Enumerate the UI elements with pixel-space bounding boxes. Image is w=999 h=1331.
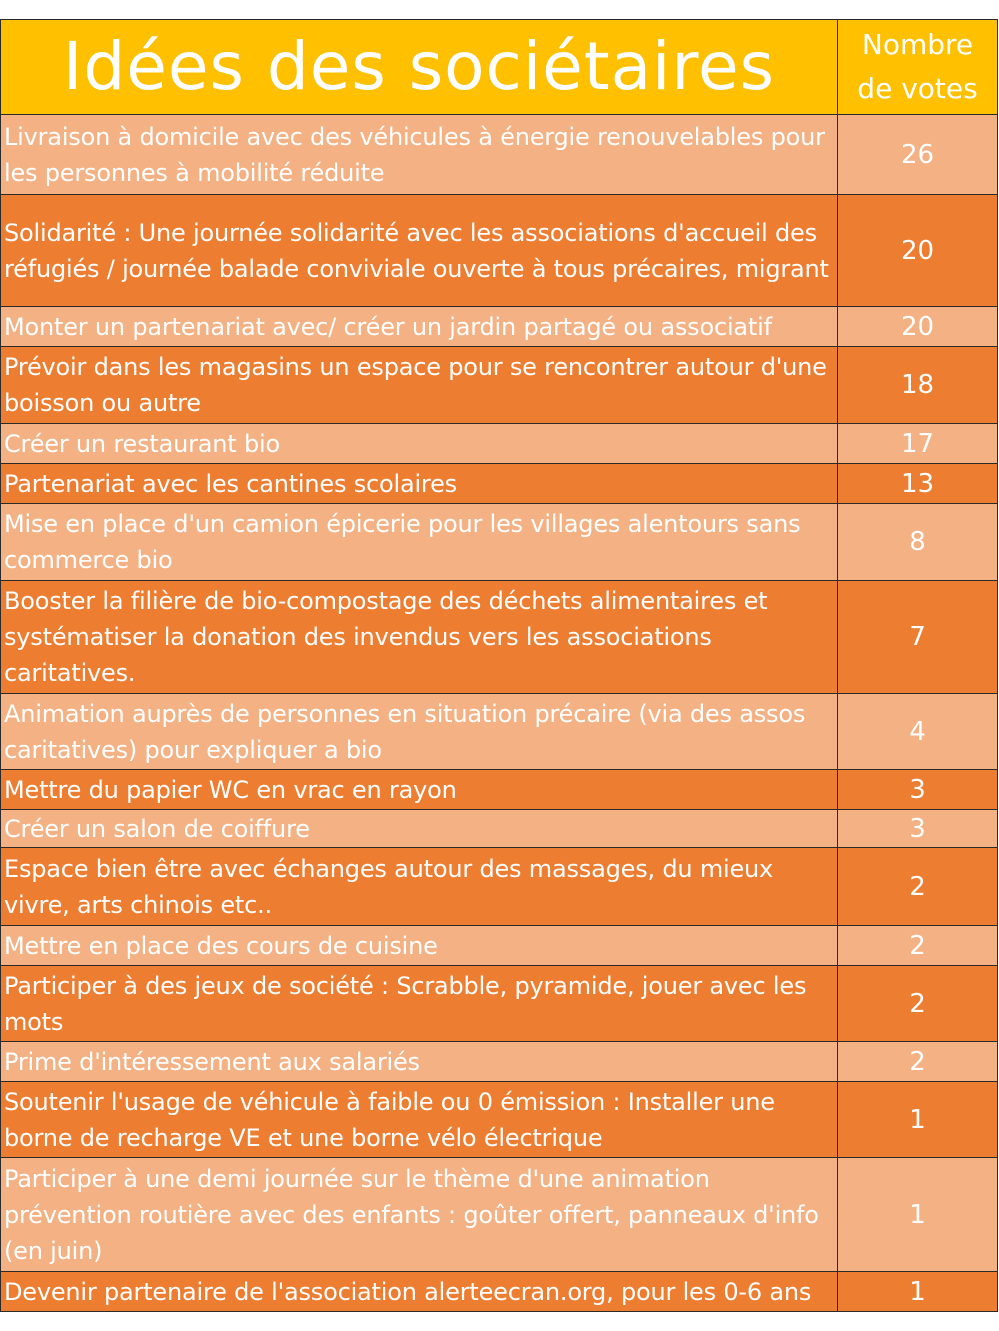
table-row [1, 1082, 998, 1158]
votes-cell: 13 [838, 464, 998, 504]
votes-cell: 18 [838, 347, 998, 424]
table-row [1, 770, 998, 810]
idea-cell: Prévoir dans les magasins un espace pour se rencontrer autour d'une boisson ou autre [1, 347, 838, 424]
table-row [1, 926, 998, 966]
votes-cell: 17 [838, 424, 998, 464]
votes-cell: 2 [838, 1042, 998, 1082]
table-row [1, 115, 998, 195]
table-row [1, 1042, 998, 1082]
votes-cell: 2 [838, 848, 998, 926]
table-row [1, 848, 998, 926]
votes-cell: 1 [838, 1272, 998, 1312]
votes-cell: 20 [838, 195, 998, 307]
idea-cell: Livraison à domicile avec des véhicules à énergie renouvelables pour les personnes à mobilité réduite [1, 115, 838, 195]
table-title: Idées des sociétaires [1, 20, 838, 115]
table-row [1, 1158, 998, 1272]
votes-cell: 3 [838, 770, 998, 810]
table-row [1, 694, 998, 770]
idea-cell: Devenir partenaire de l'association alerteecran.org, pour les 0-6 ans [1, 1272, 838, 1312]
table-row [1, 581, 998, 694]
votes-cell: 26 [838, 115, 998, 195]
votes-cell: 8 [838, 504, 998, 581]
votes-header-line-2: de votes [857, 72, 978, 105]
idea-cell: Soutenir l'usage de véhicule à faible ou 0 émission : Installer une borne de recharge VE et une borne vélo électrique [1, 1082, 838, 1158]
header-row [1, 20, 998, 115]
votes-cell: 20 [838, 307, 998, 347]
votes-cell: 3 [838, 810, 998, 848]
idea-cell: Prime d'intéressement aux salariés [1, 1042, 838, 1082]
idea-cell: Solidarité : Une journée solidarité avec les associations d'accueil des réfugiés / journée balade conviviale ouverte à tous précaires, migrant [1, 195, 838, 307]
idea-cell: Espace bien être avec échanges autour des massages, du mieux vivre, arts chinois etc.. [1, 848, 838, 926]
table-row [1, 1272, 998, 1312]
votes-column-header [838, 20, 998, 115]
table-row [1, 810, 998, 848]
table-row [1, 307, 998, 347]
votes-cell: 2 [838, 926, 998, 966]
idea-cell: Participer à une demi journée sur le thème d'une animation prévention routière avec des enfants : goûter offert, panneaux d'info (en juin) [1, 1158, 838, 1272]
votes-cell: 2 [838, 966, 998, 1042]
idea-cell: Créer un salon de coiffure [1, 810, 838, 848]
votes-header-line-1: Nombre [861, 28, 974, 61]
votes-cell: 7 [838, 581, 998, 694]
idea-cell: Booster la filière de bio-compostage des déchets alimentaires et systématiser la donation des invendus vers les associations caritatives. [1, 581, 838, 694]
idea-cell: Mettre en place des cours de cuisine [1, 926, 838, 966]
table-row [1, 347, 998, 424]
votes-cell: 1 [838, 1158, 998, 1272]
table-row [1, 195, 998, 307]
votes-cell: 4 [838, 694, 998, 770]
idea-cell: Participer à des jeux de société : Scrabble, pyramide, jouer avec les mots [1, 966, 838, 1042]
table-row [1, 966, 998, 1042]
table-row [1, 424, 998, 464]
idea-cell: Animation auprès de personnes en situation précaire (via des assos caritatives) pour expliquer a bio [1, 694, 838, 770]
table-row [1, 504, 998, 581]
ideas-table [0, 19, 998, 1312]
idea-cell: Partenariat avec les cantines scolaires [1, 464, 838, 504]
table-row [1, 464, 998, 504]
idea-cell: Monter un partenariat avec/ créer un jardin partagé ou associatif [1, 307, 838, 347]
idea-cell: Mise en place d'un camion épicerie pour les villages alentours sans commerce bio [1, 504, 838, 581]
idea-cell: Créer un restaurant bio [1, 424, 838, 464]
votes-cell: 1 [838, 1082, 998, 1158]
idea-cell: Mettre du papier WC en vrac en rayon [1, 770, 838, 810]
